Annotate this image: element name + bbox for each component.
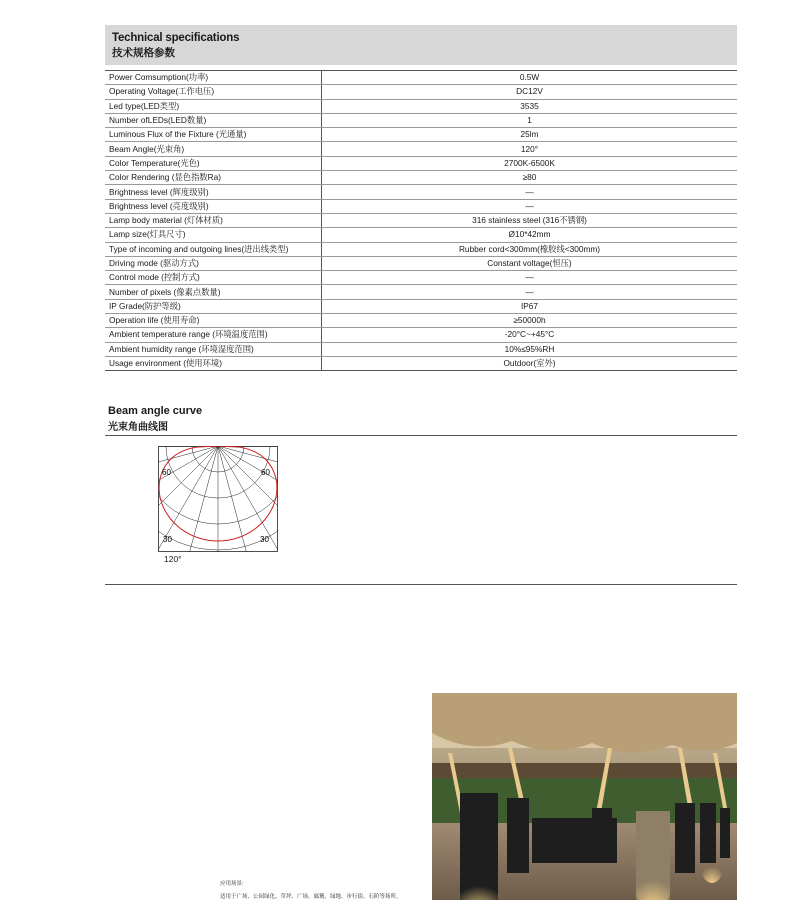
spec-row [105, 113, 737, 127]
spec-value: 10%≤95%RH [322, 342, 738, 356]
spec-row [105, 85, 737, 99]
spec-row [105, 356, 737, 370]
spec-row [105, 213, 737, 227]
spec-value: Constant voltage(恒压) [322, 256, 738, 270]
spec-row [105, 185, 737, 199]
spec-label: Operation life (使用寿命) [105, 314, 322, 328]
spec-header [105, 25, 737, 65]
spec-label: Beam Angle(光束角) [105, 142, 322, 156]
tick-30-left: 30 [163, 535, 172, 544]
spec-row [105, 128, 737, 142]
spec-label: Color Rendering (显色指数Ra) [105, 171, 322, 185]
beam-angle-label: 120° [164, 554, 182, 564]
spec-row [105, 328, 737, 342]
beam-title-cn: 光束角曲线图 [108, 422, 168, 433]
spec-value: ≥80 [322, 171, 738, 185]
spec-row [105, 99, 737, 113]
spec-row [105, 314, 737, 328]
spec-row [105, 71, 737, 85]
divider [105, 584, 737, 585]
spec-label: Ambient humidity range (环境湿度范围) [105, 342, 322, 356]
spec-row [105, 228, 737, 242]
spec-value: 1 [322, 113, 738, 127]
tick-60-right: 60 [261, 468, 270, 477]
spec-row [105, 299, 737, 313]
spec-label: Lamp body material (灯体材质) [105, 213, 322, 227]
spec-value: Rubber cord<300mm(橡胶线<300mm) [322, 242, 738, 256]
spec-value: — [322, 199, 738, 213]
tick-60-left: 60 [162, 468, 171, 477]
spec-label: Led type(LED类型) [105, 99, 322, 113]
spec-label: Brightness level (亮度级别) [105, 199, 322, 213]
tick-30-right: 30 [260, 535, 269, 544]
spec-label: Usage environment (使用环境) [105, 356, 322, 370]
spec-label: Lamp size(灯具尺寸) [105, 228, 322, 242]
spec-label: Number ofLEDs(LED数量) [105, 113, 322, 127]
usage-note [220, 878, 402, 904]
application-photo [432, 693, 737, 900]
spec-value: 120° [322, 142, 738, 156]
spec-label: Driving mode (驱动方式) [105, 256, 322, 270]
spec-label: Operating Voltage(工作电压) [105, 85, 322, 99]
spec-row [105, 199, 737, 213]
spec-value: Outdoor(室外) [503, 358, 556, 369]
spec-value: ≥50000h [322, 314, 738, 328]
spec-row [105, 142, 737, 156]
spec-table [105, 70, 737, 371]
divider [105, 435, 737, 436]
spec-value: 25lm [322, 128, 738, 142]
spec-value: Ø10*42mm [322, 228, 738, 242]
beam-section-title [108, 405, 202, 433]
spec-label: Ambient temperature range (环境温度范围) [105, 328, 322, 342]
spec-value: 316 stainless steel (316不锈钢) [322, 213, 738, 227]
spec-title-en: Technical specifications [112, 32, 240, 44]
spec-value: 3535 [322, 99, 738, 113]
spec-row [105, 342, 737, 356]
spec-label: Color Temperature(光色) [105, 156, 322, 170]
spec-label: IP Grade(防护等级) [105, 299, 322, 313]
spec-value: — [322, 185, 738, 199]
spec-label: Brightness level (辉度级别) [105, 185, 322, 199]
spec-row [105, 171, 737, 185]
spec-label: Number of pixels (像素点数量) [105, 285, 322, 299]
spec-value: — [322, 271, 738, 285]
spec-value: -20°C~+45°C [322, 328, 738, 342]
usage-title: 应用场景: [220, 881, 244, 887]
beam-angle-polar-chart [158, 446, 278, 552]
spec-label: Type of incoming and outgoing lines(进出线类型) [105, 242, 322, 256]
spec-label: Luminous Flux of the Fixture (光通量) [105, 128, 322, 142]
spec-row [105, 156, 737, 170]
spec-value: — [322, 285, 738, 299]
spec-row [105, 242, 737, 256]
spec-row [105, 285, 737, 299]
spec-row [105, 271, 737, 285]
beam-title-en: Beam angle curve [108, 405, 203, 417]
spec-label: Power Comsumption(功率) [105, 71, 322, 85]
spec-value: DC12V [322, 85, 738, 99]
spec-title-cn: 技术规格参数 [112, 47, 175, 59]
spec-value: 0.5W [322, 71, 738, 85]
usage-text: 适用于广场、公园绿化、草坪、广场、廊簷、绿地、步行街、石阶等场所。 [220, 894, 402, 900]
spec-label: Control mode (控制方式) [105, 271, 322, 285]
spec-value: 2700K-6500K [322, 156, 738, 170]
spec-value: IP67 [322, 299, 738, 313]
spec-row [105, 256, 737, 270]
